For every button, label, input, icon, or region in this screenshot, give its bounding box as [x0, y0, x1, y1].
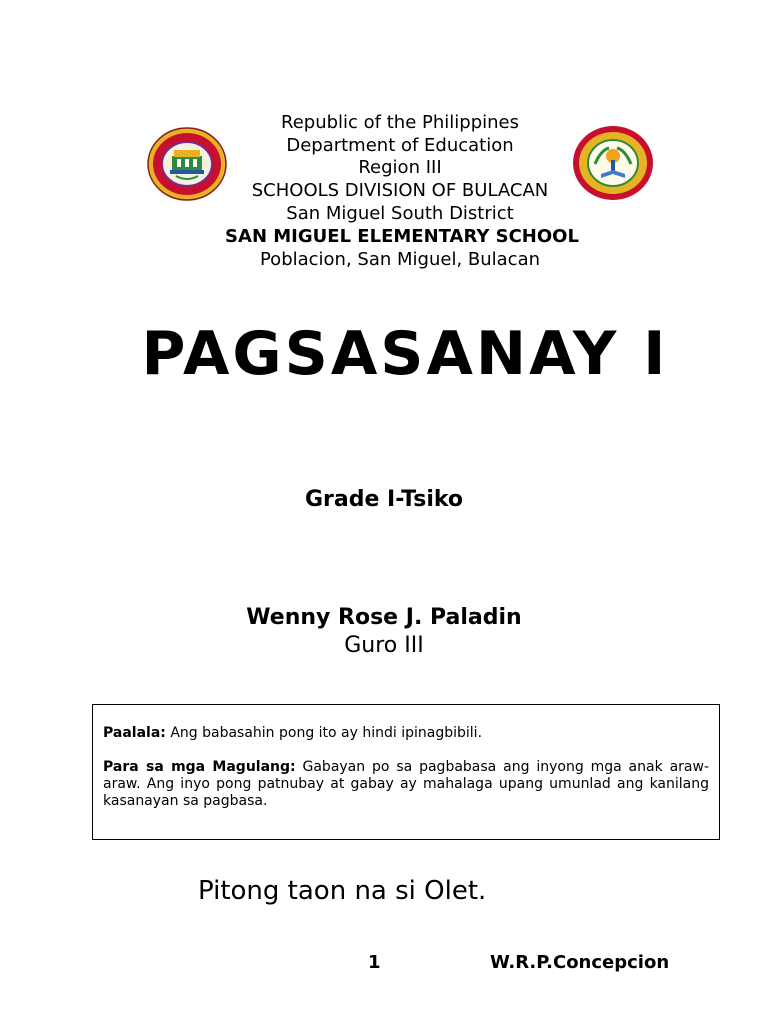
reading-sentence: Pitong taon na si Olet. [198, 876, 487, 906]
notice-parents-text: Gabayan po sa pagbabasa ang inyong mga anak araw-araw. Ang inyo pong patnubay at gabay ay mahalaga upang umunlad ang kanilang kasanayan sa pagbasa. [103, 759, 709, 809]
notice-parents [103, 759, 709, 810]
header-republic: Republic of the Philippines [281, 112, 519, 133]
notice-reminder [103, 725, 709, 742]
author-name: Wenny Rose J. Paladin [246, 605, 522, 630]
page-number: 1 [368, 952, 381, 973]
header-region: Region III [358, 157, 442, 178]
notice-parents-label: Para sa mga Magulang: [103, 759, 296, 775]
header-department: Department of Education [286, 135, 514, 156]
notice-reminder-label: Paalala: [103, 725, 166, 741]
notice-box [92, 704, 720, 840]
header-school-name: SAN MIGUEL ELEMENTARY SCHOOL [225, 226, 579, 247]
header-address: Poblacion, San Miguel, Bulacan [259, 249, 541, 270]
header-district: San Miguel South District [286, 203, 514, 224]
notice-reminder-text: Ang babasahin pong ito ay hindi ipinagbibili. [165, 725, 483, 741]
author-position: Guro III [344, 633, 424, 658]
footer-author: W.R.P.Concepcion [490, 952, 670, 973]
header-division: SCHOOLS DIVISION OF BULACAN [251, 180, 549, 201]
grade-label: Grade I-Tsiko [304, 487, 464, 512]
page-title: PAGSASANAY I [141, 319, 669, 389]
